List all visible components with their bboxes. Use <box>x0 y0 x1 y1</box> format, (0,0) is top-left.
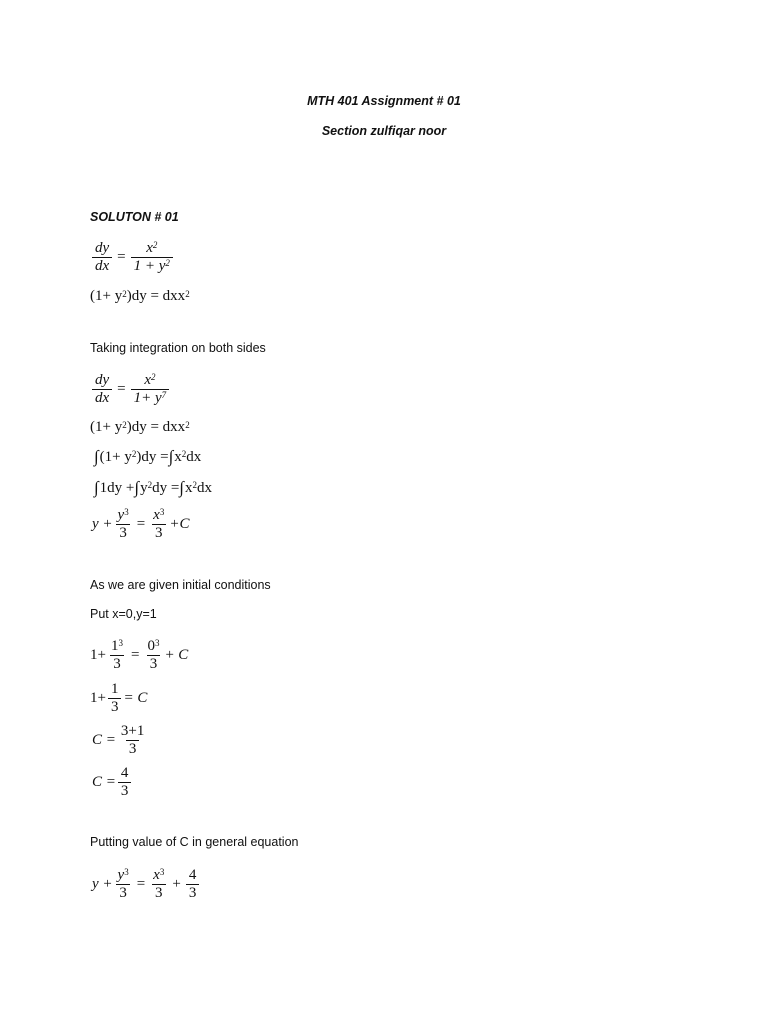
integral-icon: ∫ <box>179 478 184 497</box>
equation-6: ∫ 1dy + ∫ y $^2$ dy = ∫ x $^2$ dx <box>94 478 212 497</box>
solution-heading: SOLUTON # 01 <box>90 210 179 224</box>
text-integration: Taking integration on both sides <box>90 341 266 355</box>
equation-7: y + $\frac{y^3}{3}$ = $\frac{x^3}{3}$ +C <box>92 507 190 541</box>
equation-3: $\frac{dy}{dx}$ = $\frac{x^2}{1+ y^7}$ <box>90 372 171 407</box>
equation-9: 1+ $\frac{1}{3}$ = C <box>90 681 148 715</box>
integral-icon: ∫ <box>134 478 140 497</box>
equation-5: ∫ (1+ y $^2$ )dy = ∫ x $^2$ dx <box>94 447 202 466</box>
equation-11: C = $\frac{4}{3}$ <box>92 765 133 800</box>
equation-1: $\frac{dy}{dx}$ = $\frac{x^2}{1 + y^2}$ <box>90 240 175 275</box>
text-general-equation: Putting value of C in general equation <box>90 835 299 849</box>
equation-10: C = $\frac{3+1}{3}$ <box>92 723 145 757</box>
document-section: Section zulfiqar noor <box>321 124 447 138</box>
equation-8: 1+ $\frac{1^3}{3}$ = $\frac{0^3}{3}$ + C <box>90 638 189 672</box>
document-title: MTH 401 Assignment # 01 <box>307 94 461 108</box>
integral-icon: ∫ <box>94 447 99 466</box>
equation-12: y + $\frac{y^3}{3}$ = $\frac{x^3}{3}$ + $\frac{4}{3}$ <box>92 867 201 902</box>
text-initial-conditions: As we are given initial conditions <box>90 578 271 592</box>
equation-2: (1+ y $^2$ )dy = dxx $^2$ <box>90 288 190 304</box>
integral-icon: ∫ <box>168 447 174 466</box>
integral-icon: ∫ <box>94 478 99 497</box>
text-put-values: Put x=0,y=1 <box>90 607 157 621</box>
equation-4: (1+ y $^2$ )dy = dxx $^2$ <box>90 419 190 435</box>
